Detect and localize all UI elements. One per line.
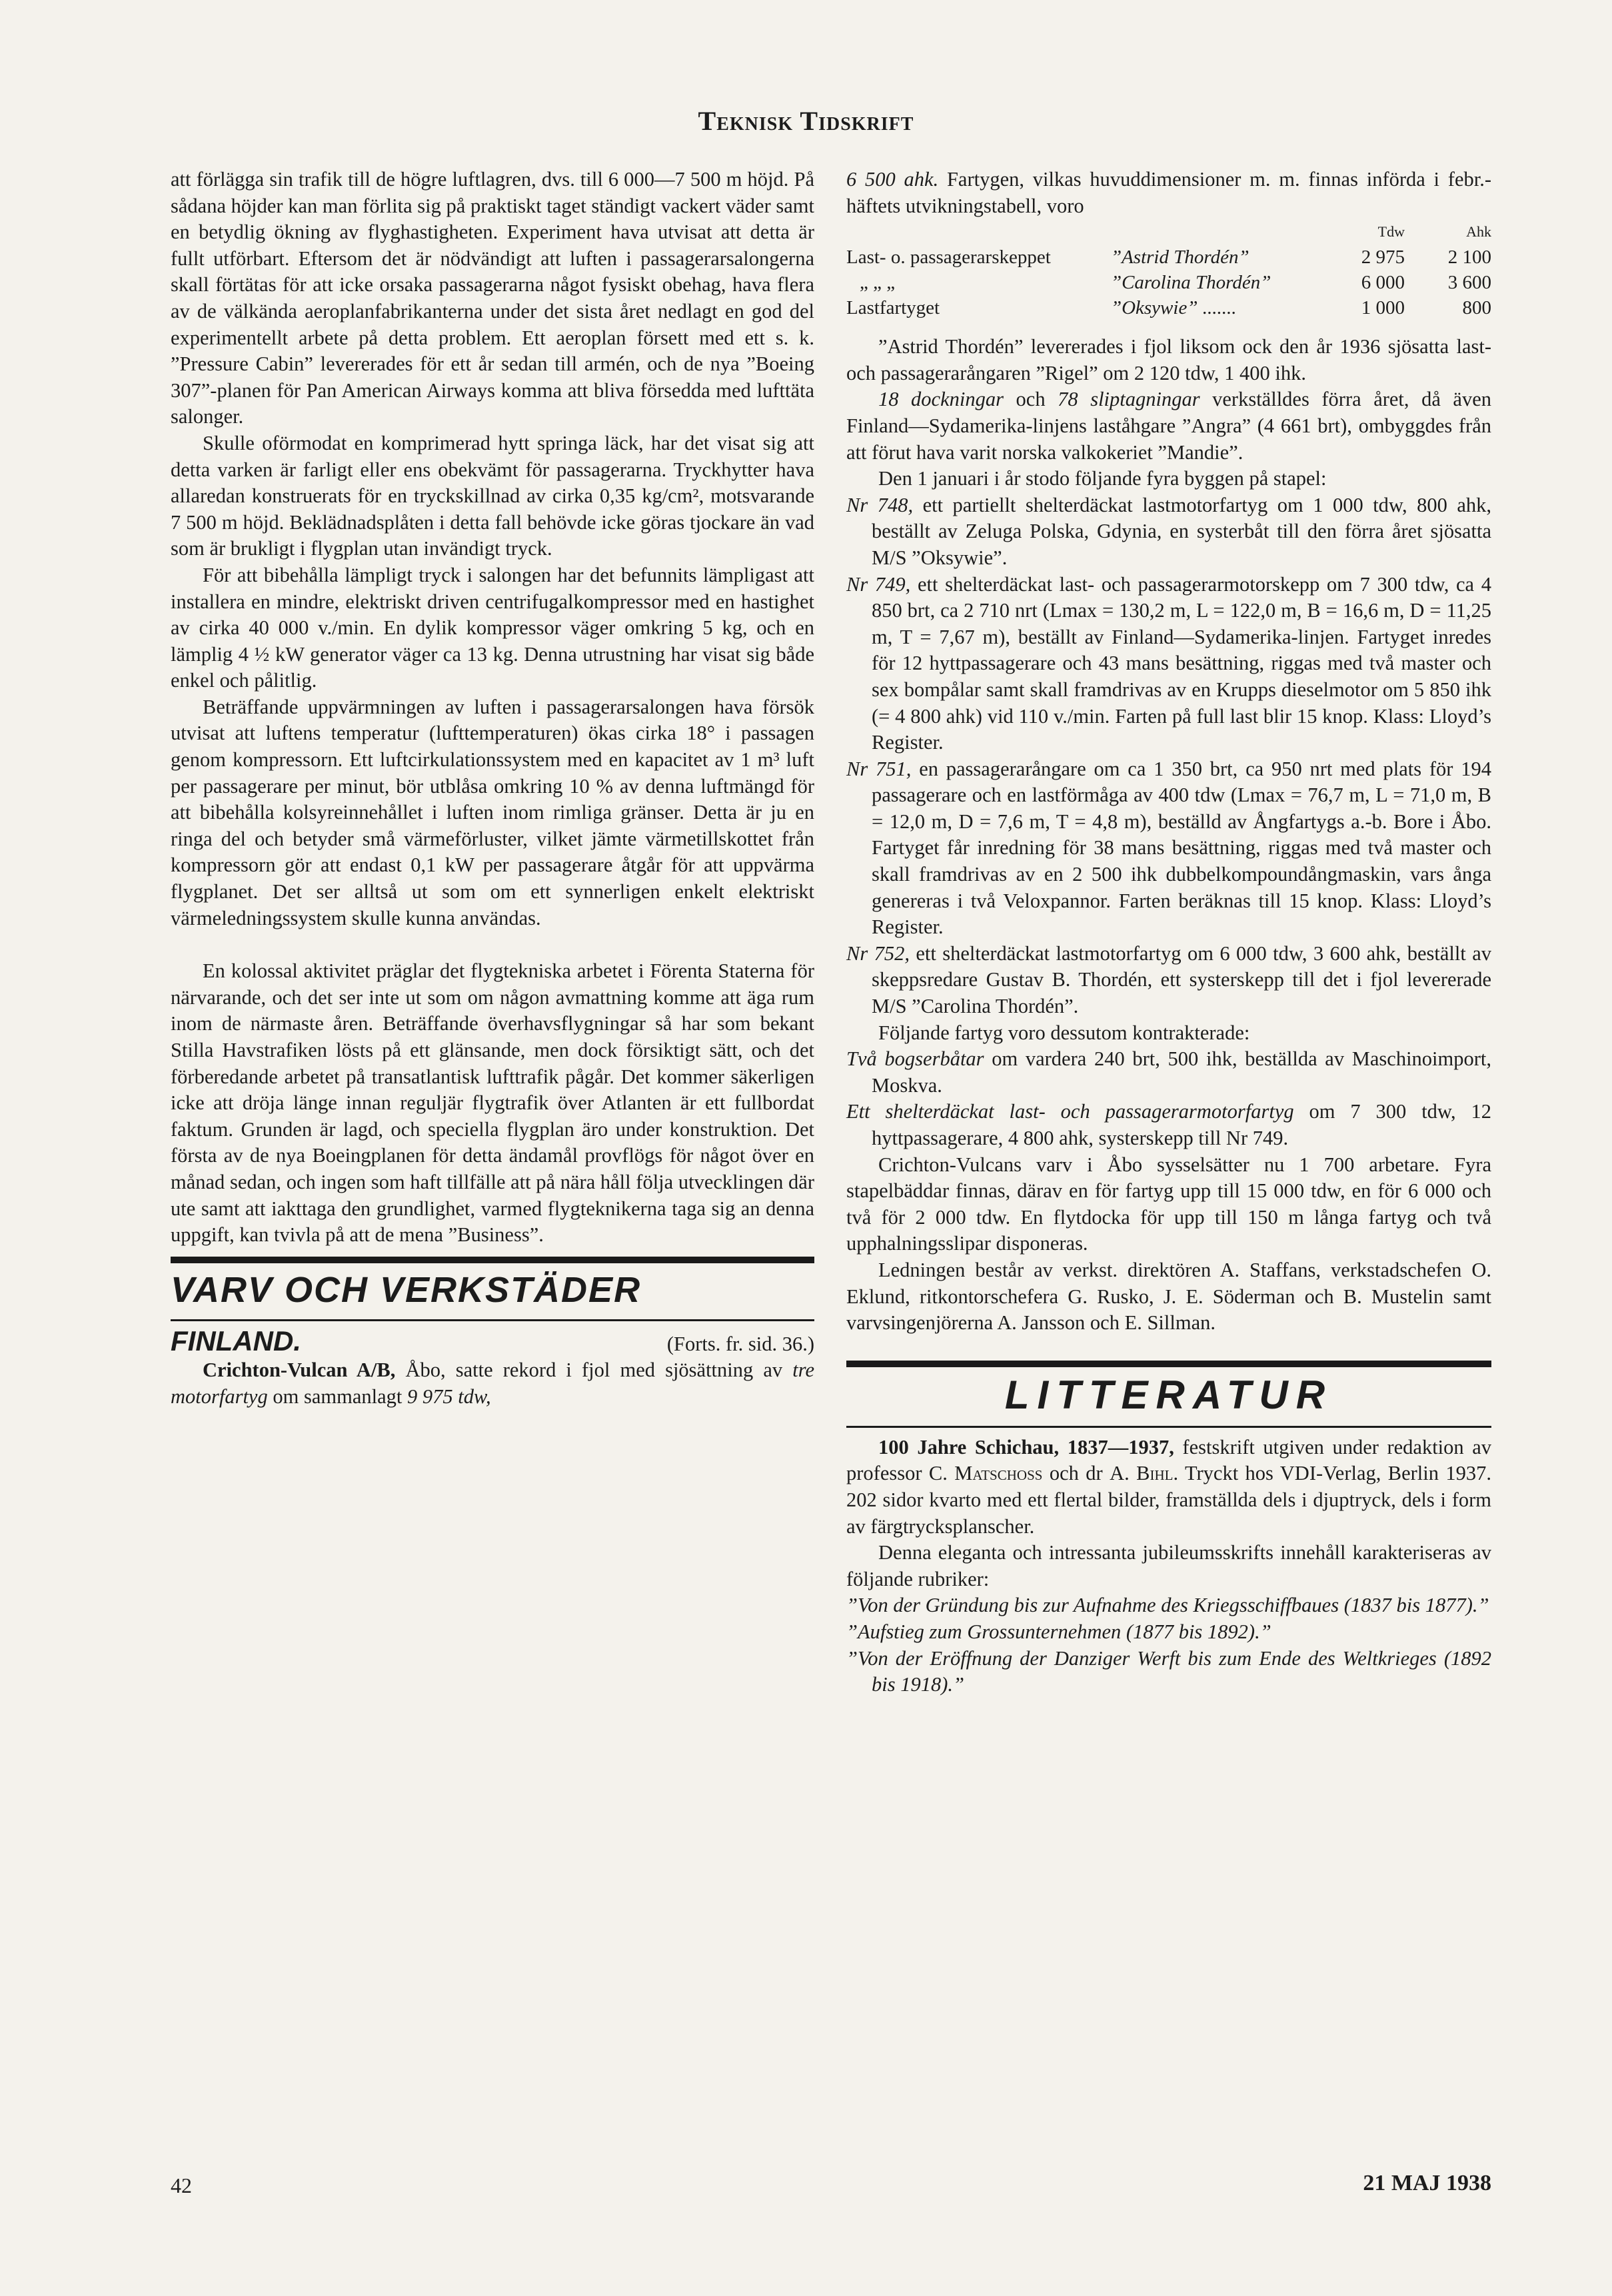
build-entry: Nr 749, ett shelterdäckat last- och passagerarmotorskepp om 7 300 tdw, ca 4 850 brt, ca 2 710 nrt (Lmax = 130,2 m, L = 122,0 m, B = 16,6 m, D = 11,25 m, T = 7,67 m), beställt av Finland—Sydamerika-linjen. Fartyget inredes för 12 hyttpassagerare och 43 mans besättning, riggas med två master och sex bompålar samt skall framdrivas av en Krupps dieselmotor om 5 850 ihk (= 4 800 ahk) vid 110 v./min. Farten på full last blir 15 knop. Klass: Lloyd’s Register.	[846, 572, 1491, 754]
build-entry: Nr 748, ett partiellt shelterdäckat lastmotorfartyg om 1 000 tdw, 800 ahk, beställt av Zeluga Polska, Gdynia, en systerbåt till den förra året sjösatta M/S ”Oksywie”.	[846, 493, 1491, 569]
country-heading	[171, 1325, 814, 1358]
journal-title: Teknisk Tidskrift	[698, 106, 914, 136]
paragraph: För att bibehålla lämpligt tryck i salongen har det befunnits lämpligast att installera en mindre, elektriskt driven centrifugalkompressor med en hastighet av cirka 40 000 v./min. En dylik kompressor väger omkring 5 kg, och en lämplig 4 ½ kW generator väger ca 13 kg. Denna utrustning har visat sig både enkel och pålitlig.	[171, 563, 814, 692]
right-column	[846, 167, 1491, 1698]
paragraph: Denna eleganta och intressanta jubileumsskrifts innehåll karakteriseras av följande rubriker:	[846, 1541, 1491, 1590]
paragraph: En kolossal aktivitet präglar det flygtekniska arbetet i Förenta Staterna för närvarande, och det ser inte ut som om någon avmattning komme att äga rum inom de närmaste åren. Beträffande överhavsflygningar så har som bekant Stilla Havstrafiken lösts på ett glänsande, men dock försiktigt sätt, och det förberedande arbetet på transatlantisk lufttrafik pågår. Det kommer säkerligen icke att dröja länge innan reguljär flygtrafik över Atlanten är ett fullbordat faktum. Grunden är lagd, och speciella flygplan äro under konstruktion. Det första av de nya Boeingplanen för detta ändamål provflögs för något över en månad sedan, och ingen som haft tillfälle att på nära håll följa utvecklingen där ute samt att iakttaga den grundlighet, varmed flygteknikerna taga sig an denna uppgift, kan tvivla på att de mena ”Business”.	[171, 959, 814, 1247]
paragraph: 18 dockningar och 78 sliptagningar verkställdes förra året, då även Finland—Sydamerika-linjens laståhgare ”Angra” (4 661 brt), ombyggdes från att förut hava varit norska valkokeriet ”Mandie”.	[846, 388, 1492, 464]
table-header: Tdw	[1377, 223, 1405, 241]
paragraph: ”Astrid Thordén” levererades i fjol liksom ock den år 1936 sjösatta last- och passagerarångaren ”Rigel” om 2 120 tdw, 1 400 ihk.	[846, 335, 1491, 384]
section-rule	[846, 1361, 1491, 1367]
section-title: LITTERATUR	[1004, 1372, 1333, 1417]
rubric-item: ”Aufstieg zum Grossunternehmen (1877 bis 1892).”	[846, 1620, 1271, 1643]
table-header: Ahk	[1466, 223, 1491, 241]
page-number: 42	[171, 2173, 192, 2197]
section-header-varv	[171, 1257, 814, 1321]
company-name: Crichton-Vulcan A/B,	[203, 1359, 396, 1382]
rubric-item: ”Von der Gründung bis zur Aufnahme des Kriegsschiffbaues (1837 bis 1877).”	[846, 1594, 1489, 1617]
section-title: VARV OCH VERKSTÄDER	[171, 1269, 642, 1310]
paragraph: 100 Jahre Schichau, 1837—1937, festskrift utgiven under redaktion av professor C. Matschoss och dr A. Bihl. Tryckt hos VDI-Verlag, Berlin 1937. 202 sidor kvarto med ett flertal bilder, framställda dels i djuptryck, dels i form av färgtrycksplanscher.	[846, 1435, 1492, 1538]
continued-note: (Forts. fr. sid. 36.)	[666, 1332, 814, 1355]
book-title: 100 Jahre Schichau, 1837—1937,	[878, 1435, 1174, 1458]
paragraph: att förlägga sin trafik till de högre luftlagren, dvs. till 6 000—7 500 m höjd. På sådana höjder kan man förlita sig på praktiskt taget ständigt vackert väder samt en betydlig ökning av flyghastigheten. Experiment hava utvisat att detta är fullt utförbart. Eftersom det är nödvändigt att luften i passagerarsalongerna skall förtätas för att icke orsaka passagerarna något fysiskt obehag, hava flera av de välkända aeroplanfabrikanterna under det sista året nedlagt en god del experimentellt arbete på detta problem. Ett aeroplan försett med ett s. k. ”Pressure Cabin” levererades för ett år sedan till armén, och de nya ”Boeing 307”-planen för Pan American Airways komma att bliva försedda med lufttäta salonger.	[171, 168, 814, 428]
left-column	[171, 167, 814, 1411]
paragraph: Crichton-Vulcan A/B, Åbo, satte rekord i fjol med sjösättning av tre motorfartyg om sammanlagt 9 975 tdw,	[171, 1359, 814, 1408]
paragraph: Den 1 januari i år stodo följande fyra byggen på stapel:	[878, 467, 1327, 490]
paragraph: Beträffande uppvärmningen av luften i passagerarsalongen hava försök utvisat att luftens temperatur (lufttemperaturen) ökas cirka 18° i passagen genom kompressorn. Ett luftcirkulationssystem med en kapacitet av 1 m³ luft per passagerare per minut, bör utblåsa omkring 10 % av denna luftmängd för att bibehålla kolsyreinnehållet i luften inom rimliga gränser. Detta är ju en ringa del och betyder små värmeförluster, vilket jämte värmetillskottet från kompressorn gör att endast 0,1 kW per passagerare åtgår för att uppvärma flygplanet. Det ser alltså ut som om ett synnerligen enkelt elektriskt värmeledningssystem skulle kunna användas.	[171, 695, 814, 929]
country-name: FINLAND.	[171, 1325, 301, 1357]
section-rule	[846, 1426, 1491, 1428]
paragraph: Skulle oförmodat en komprimerad hytt springa läck, har det visat sig att detta varken är farligt eller ens obekvämt för passagerarna. Tryckhytter hava allaredan konstruerats för en tryckskillnad av cirka 0,35 kg/cm², motsvarande 7 500 m höjd. Beklädnadsplåten i detta fall behövde icke göras tjockare än vad som är brukligt i flygplan utan invändigt tryck.	[171, 431, 814, 560]
paragraph: Crichton-Vulcans varv i Åbo sysselsätter nu 1 700 arbetare. Fyra stapelbäddar finnas, därav en för fartyg upp till 15 000 tdw, en för 6 000 och två för 2 000 tdw. En flytdocka för upp till 150 m långa fartyg och två upphalningsslipar disponeras.	[846, 1153, 1491, 1255]
section-rule	[171, 1257, 814, 1263]
paragraph: 6 500 ahk. Fartygen, vilkas huvuddimensioner m. m. finnas införda i febr.-häftets utvikningstabell, voro	[846, 168, 1491, 217]
build-entry: Ett shelterdäckat last- och passagerarmotorfartyg om 7 300 tdw, 12 hyttpassagerare, 4 800 ahk, systerskepp till Nr 749.	[846, 1100, 1491, 1149]
section-rule	[171, 1319, 814, 1321]
rubric-item: ”Von der Eröffnung der Danziger Werft bis zum Ende des Weltkrieges (1892 bis 1918).”	[846, 1646, 1491, 1696]
paragraph: Följande fartyg voro dessutom kontrakterade:	[878, 1021, 1250, 1044]
build-entry: Två bogserbåtar om vardera 240 brt, 500 ihk, beställda av Maschinoimport, Moskva.	[846, 1047, 1492, 1097]
build-entry: Nr 752, ett shelterdäckat lastmotorfartyg om 6 000 tdw, 3 600 ahk, beställt av skeppsredare Gustav B. Thordén, ett systerskepp till det i fjol levererade M/S ”Carolina Thordén”.	[846, 941, 1491, 1018]
table-row: Lastfartyget ”Oksywie” ....... 1 000 800	[846, 297, 1491, 319]
build-entry: Nr 751, en passagerarångare om ca 1 350 brt, ca 950 nrt med plats för 194 passagerare och en lastförmåga av 400 tdw (Lmax = 76,7 m, L = 71,0 m, B = 12,0 m, D = 7,6 m, T = 4,8 m), beställd av Ångfartygs a.-b. Bore i Åbo. Fartyget får inredning för 38 mans besättning, riggas med två master och skall framdrivas av en 2 500 ihk dubbelkompoundångmaskin, vars ånga genereras i två Veloxpannor. Farten beräknas till 15 knop. Klass: Lloyd’s Register.	[846, 757, 1491, 939]
table-row: „ „ „ ”Carolina Thordén” 6 000 3 600	[860, 272, 1491, 294]
ships-table	[846, 219, 1491, 320]
issue-date: 21 MAJ 1938	[1363, 2171, 1491, 2195]
table-row: Last- o. passagerarskeppet ”Astrid Thordén” 2 975 2 100	[846, 247, 1491, 269]
section-header-litteratur	[846, 1361, 1491, 1428]
paragraph: Ledningen består av verkst. direktören A. Staffans, verkstadschefen O. Eklund, ritkontorschefera G. Rusko, J. E. Söderman och B. Mustelin samt varvsingenjörerna A. Jansson och E. Sillman.	[846, 1258, 1491, 1335]
